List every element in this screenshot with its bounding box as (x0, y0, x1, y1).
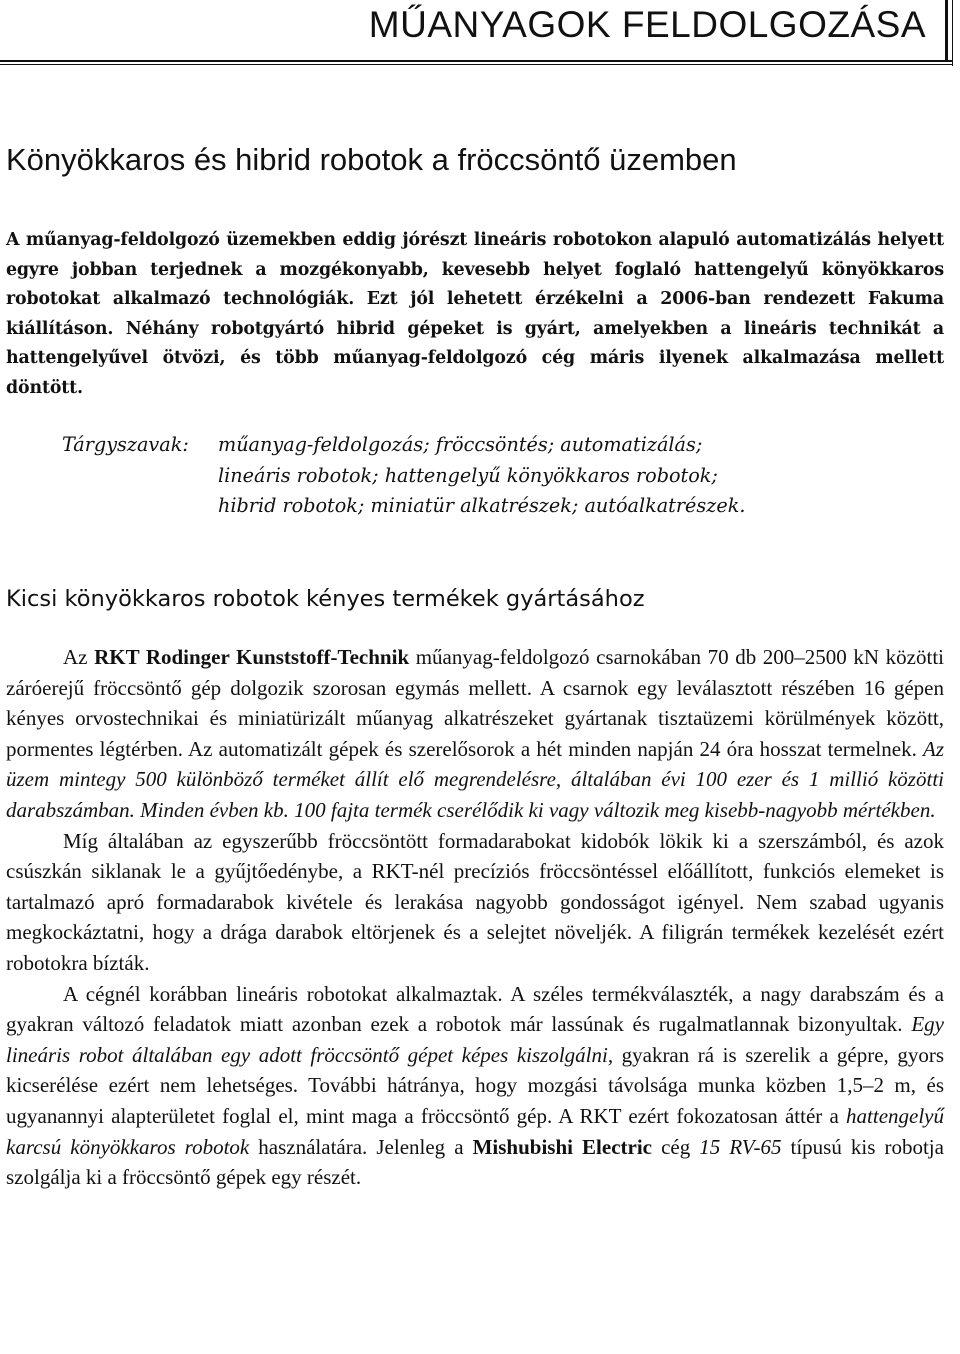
header-vertical-bar-thin (952, 0, 953, 66)
p1-text-1: Az (63, 645, 95, 669)
p1-italic: Az üzem mintegy 500 különböző terméket állít elő megrendelésre, általában évi 100 ezer és 1 millió közötti darabszámban. Minden évben kb. 100 fajta termék cserélődik ki vagy változik meg kisebb-nagyobb mértékben. (6, 736, 944, 822)
robot-model: 15 RV-65 (699, 1134, 782, 1159)
p3-text-4: cég (652, 1134, 700, 1159)
body-text (6, 642, 944, 1193)
keywords-label: Tárgyszavak: (62, 433, 189, 456)
paragraph-3 (6, 979, 944, 1193)
keywords-text-1: műanyag-feldolgozás; fröccsöntés; automatizálás; (218, 433, 703, 456)
header-rule (0, 60, 952, 62)
keywords-text-2: lineáris robotok; hattengelyű könyökkaros robotok; (218, 463, 718, 487)
header-rule-thin (0, 64, 952, 65)
p3-text-2: gyakran rá is szerelik a gépre, gyors kicserélése ezért nem lehetséges. További hátránya, hogy mozgási távolsága munka közben 1,5–2 m, és ugyanannyi alapterületet foglal el, mint maga a fröccsöntő gép. A RKT ezért fokozatosan áttér a (6, 1042, 945, 1128)
article-title: Könyökkaros és hibrid robotok a fröccsöntő üzemben (6, 142, 737, 177)
company-name: RKT Rodinger Kunststoff-Technik (94, 645, 410, 669)
paragraph-1 (6, 642, 944, 826)
p3-text-5: típusú kis robotja szolgálja ki a fröccsöntő gépek egy részét. (6, 1134, 944, 1190)
manufacturer-name: Mishubishi Electric (472, 1134, 653, 1159)
p3-italic-2: hattengelyű karcsú könyökkaros robotok (6, 1103, 944, 1159)
section-heading: Kicsi könyökkaros robotok kényes termékek gyártásához (6, 586, 645, 612)
keywords-text-3: hibrid robotok; miniatür alkatrészek; autóalkatrészek. (218, 494, 746, 517)
running-header (0, 0, 960, 66)
p3-italic-1: Egy lineáris robot általában egy adott fröccsöntő gépet képes kiszolgálni, (6, 1012, 944, 1067)
paragraph-2: Míg általában az egyszerűbb fröccsöntött formadarabokat kidobók lökik ki a szerszámból, és azok csúszkán siklanak le a gyűjtőedénybe, a RKT-nél precíziós fröccsöntéssel előállított, funkciós elemeket is tartalmazó apró formadarabok kivétele és lerakása nagyobb gondosságot igényel. Nem szabad ugyanis megkockáztatni, hogy a drága darabok eltörjenek és a selejtet növeljék. A filigrán termékek kezelését ezért robotokra bízták. (6, 828, 944, 975)
keywords-block (62, 430, 942, 522)
p3-text-3: használatára. Jelenleg a (249, 1134, 473, 1159)
running-header-title: MŰANYAGOK FELDOLGOZÁSA (368, 4, 926, 45)
keywords-line-1 (62, 430, 942, 461)
p3-text-1: A cégnél korábban lineáris robotokat alkalmaztak. A széles termékválaszték, a nagy darabszám és a gyakran változó feladatok miatt azonban ezek a robotok már lassúnak és rugalmatlannak bizonyultak. (6, 981, 944, 1037)
header-vertical-bar (945, 0, 948, 62)
p1-text-2: műanyag-feldolgozó csarnokában 70 db 200–2500 kN közötti záróerejű fröccsöntő gép dolgozik szorosan egymás mellett. A csarnok egy leválasztott részében 16 gépen kényes orvostechnikai és miniatürizált műanyag alkatrészeket gyártanak tisztaüzemi körülmények között, pormentes légtérben. Az automatizált gépek és szerelősorok a hét minden napján 24 óra hosszat termelnek. (6, 645, 944, 761)
abstract: A műanyag-feldolgozó üzemekben eddig jórészt lineáris robotokon alapuló automatizálás helyett egyre jobban terjednek a mozgékonyabb, kevesebb helyet foglaló hattengelyű könyökkaros robotokat alkalmazó technológiák. Ezt jól lehetett érzékelni a 2006-ban rendezett Fakuma kiállításon. Néhány robotgyártó hibrid gépeket is gyárt, amelyekben a lineáris technikát a hattengelyűvel ötvözi, és több műanyag-feldolgozó cég máris ilyenek alkalmazása mellett döntött. (6, 230, 944, 398)
